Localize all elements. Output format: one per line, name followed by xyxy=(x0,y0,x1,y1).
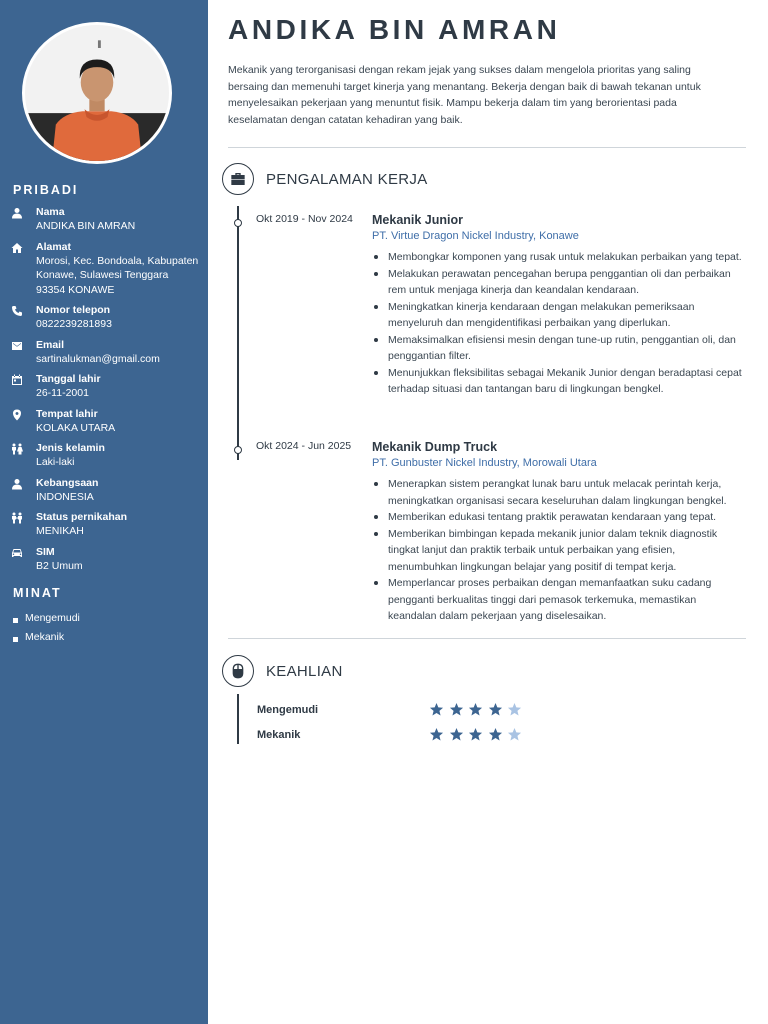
experience-section-header xyxy=(222,163,428,195)
job-dates: Okt 2024 - Jun 2025 xyxy=(256,440,352,452)
info-name-label: Nama xyxy=(36,206,65,218)
info-gender-label: Jenis kelamin xyxy=(36,442,105,454)
timeline-line xyxy=(237,206,239,433)
info-nationality-value: INDONESIA xyxy=(36,490,94,503)
profile-photo-image xyxy=(25,25,169,161)
info-phone-label: Nomor telepon xyxy=(36,304,111,316)
info-address xyxy=(0,241,208,298)
skills-section-header xyxy=(222,655,343,687)
job-title: Mekanik Dump Truck xyxy=(372,440,498,454)
info-email xyxy=(0,339,208,367)
skills-list xyxy=(257,702,557,752)
info-phone-value[interactable]: 0822239281893 xyxy=(36,318,112,330)
info-email-label: Email xyxy=(36,338,65,351)
info-license xyxy=(0,546,208,574)
job-task: Meningkatkan kinerja kendaraan dengan melakukan pemeriksaan menyeluruh dan mengidentifikasi perbaikan yang diperlukan. xyxy=(372,299,744,332)
job-task: Menerapkan sistem perangkat lunak baru untuk melacak perintah kerja, meningkatkan organisasi secara keseluruhan dalam lingkungan bengkel. xyxy=(372,476,744,509)
skills-heading: KEAHLIAN xyxy=(266,662,343,680)
job-task: Menunjukkan fleksibilitas sebagai Mekanik Junior dengan beradaptasi cepat terhadap situasi dan tantangan baru di lingkungan bengkel. xyxy=(372,365,744,398)
personal-info-list xyxy=(0,206,208,580)
briefcase-icon xyxy=(222,163,254,195)
star-empty-icon xyxy=(507,702,527,719)
star-empty-icon xyxy=(507,727,527,744)
info-name-value: ANDIKA BIN AMRAN xyxy=(36,220,136,232)
star-filled-icon xyxy=(429,702,449,719)
info-gender-value: Laki-laki xyxy=(36,456,75,468)
info-birthdate-label: Tanggal lahir xyxy=(36,373,101,385)
gender-icon xyxy=(11,443,23,455)
info-license-label: SIM xyxy=(36,545,55,558)
info-nationality-label: Kebangsaan xyxy=(36,476,99,489)
timeline-dot xyxy=(234,219,242,227)
skill-name: Mengemudi xyxy=(257,704,319,716)
skill-row xyxy=(257,702,557,727)
job-task: Memperlancar proses perbaikan dengan memanfaatkan suku cadang pengganti berkualitas tinggi dari pemasok terkemuka, memastikan keandalan dalam pekerjaan yang diselesaikan. xyxy=(372,575,744,625)
star-filled-icon xyxy=(449,727,469,744)
divider xyxy=(228,147,746,148)
info-marital-status-value: MENIKAH xyxy=(36,525,84,537)
info-birthdate xyxy=(0,373,208,401)
star-filled-icon xyxy=(449,702,469,719)
calendar-icon xyxy=(11,374,23,386)
skill-rating xyxy=(429,702,527,719)
interests-list xyxy=(13,609,80,647)
info-address-label: Alamat xyxy=(36,240,72,253)
interest-item: Mekanik xyxy=(13,628,80,647)
job-body xyxy=(372,212,744,398)
skill-row xyxy=(257,727,557,752)
info-phone xyxy=(0,304,208,332)
experience-heading: PENGALAMAN KERJA xyxy=(266,170,428,188)
skills-line xyxy=(237,694,239,744)
job-company: PT. Virtue Dragon Nickel Industry, Konawe xyxy=(372,230,579,242)
person-icon xyxy=(11,478,23,490)
star-filled-icon xyxy=(468,727,488,744)
sidebar xyxy=(0,0,208,1024)
info-license-value: B2 Umum xyxy=(36,559,83,572)
star-filled-icon xyxy=(429,727,449,744)
star-filled-icon xyxy=(468,702,488,719)
info-name xyxy=(0,206,208,234)
timeline-dot xyxy=(234,446,242,454)
job-task: Memberikan bimbingan kepada mekanik junior dalam teknik diagnostik tingkat lanjut dan praktik terbaik untuk perbaikan yang efisien, menumbuhkan lingkungan belajar yang positif di tempat kerja. xyxy=(372,526,744,576)
info-birthdate-value: 26-11-2001 xyxy=(36,387,89,399)
job-title: Mekanik Junior xyxy=(372,213,463,227)
car-icon xyxy=(11,547,23,559)
personal-heading: PRIBADI xyxy=(13,183,79,197)
couple-icon xyxy=(11,512,23,524)
home-icon xyxy=(11,242,23,254)
job-company: PT. Gunbuster Nickel Industry, Morowali Utara xyxy=(372,457,597,469)
interests-heading: MINAT xyxy=(13,586,62,600)
mail-icon xyxy=(11,340,23,352)
info-gender xyxy=(0,442,208,470)
person-icon xyxy=(11,207,23,219)
info-birthplace xyxy=(0,408,208,436)
job-task: Memberikan edukasi tentang praktik perawatan kendaraan yang tepat. xyxy=(372,509,744,526)
star-filled-icon xyxy=(488,727,508,744)
info-nationality xyxy=(0,477,208,505)
skill-rating xyxy=(429,727,527,744)
info-marital-status-label: Status pernikahan xyxy=(36,511,128,523)
candidate-name: ANDIKA BIN AMRAN xyxy=(228,14,561,45)
skill-name: Mekanik xyxy=(257,729,301,741)
profile-summary: Mekanik yang terorganisasi dengan rekam jejak yang sukses dalam mengelola prioritas yang saling bersaing dan memenuhi target kinerja yang menantang. Bekerja dengan baik di bawah tekanan untuk menyelesaikan pekerjaan yang menuntut fisik. Mampu bekerja dalam tim yang berorientasi pada keselamatan dengan catatan kehadiran yang baik. xyxy=(228,64,701,126)
job-task: Membongkar komponen yang rusak untuk melakukan perbaikan yang tepat. xyxy=(372,249,744,266)
star-filled-icon xyxy=(488,702,508,719)
mouse-icon xyxy=(222,655,254,687)
info-email-value[interactable]: sartinalukman@gmail.com xyxy=(36,352,160,365)
info-address-value: Morosi, Kec. Bondoala, Kabupaten Konawe, Sulawesi Tenggara 93354 KONAWE xyxy=(36,254,199,296)
phone-icon xyxy=(11,305,23,317)
interest-item: Mengemudi xyxy=(13,609,80,628)
job-task-list xyxy=(372,249,744,398)
info-birthplace-value: KOLAKA UTARA xyxy=(36,421,116,434)
divider xyxy=(228,638,746,639)
profile-photo xyxy=(22,22,172,164)
job-task: Memaksimalkan efisiensi mesin dengan tune-up rutin, penggantian oli, dan penggantian filter. xyxy=(372,332,744,365)
info-marital-status xyxy=(0,511,208,539)
job-dates: Okt 2019 - Nov 2024 xyxy=(256,213,353,225)
job-task: Melakukan perawatan pencegahan berupa penggantian oli dan perbaikan rem untuk menjaga kinerja dan keandalan kendaraan. xyxy=(372,266,744,299)
info-birthplace-label: Tempat lahir xyxy=(36,407,98,420)
job-task-list xyxy=(372,476,744,625)
location-pin-icon xyxy=(11,409,23,421)
job-body xyxy=(372,439,744,625)
